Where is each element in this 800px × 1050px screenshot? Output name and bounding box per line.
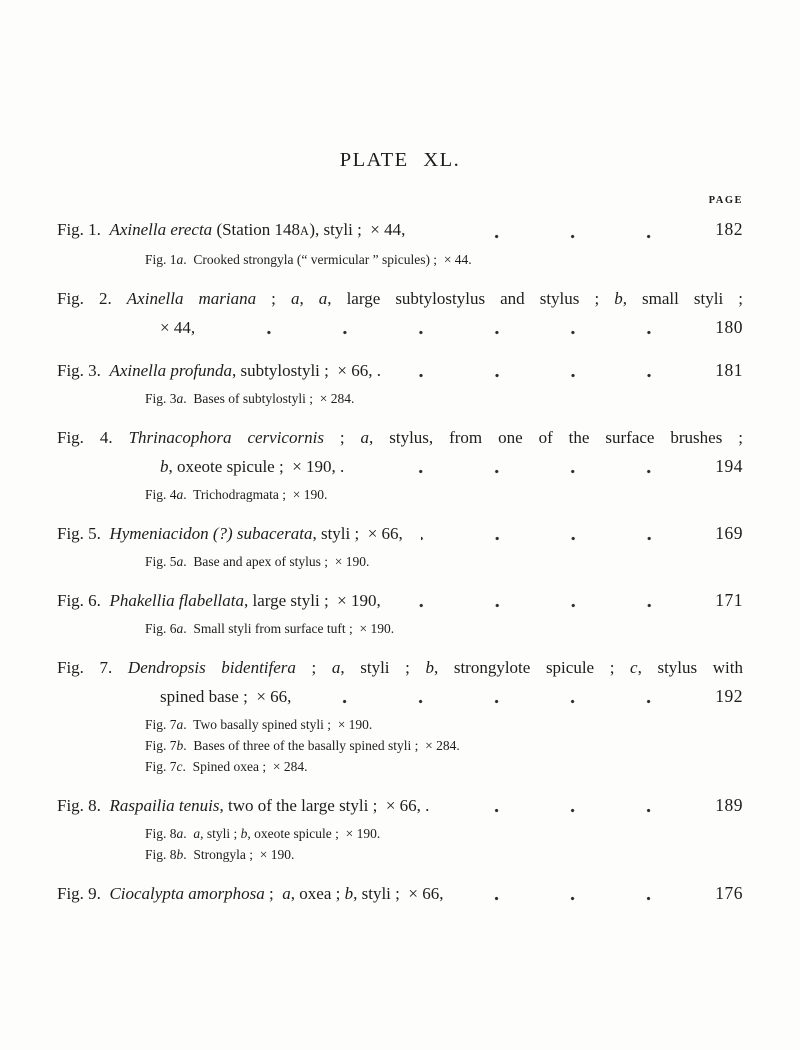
figure-entry	[57, 519, 743, 572]
page-number: 171	[715, 590, 743, 610]
leader-dots	[399, 373, 687, 378]
figure-entry-row	[57, 791, 743, 820]
subfigure-row	[57, 714, 743, 735]
leader-dots	[213, 330, 687, 335]
entry-text: Fig. 1. Axinella erecta (Station 148A), styli ; × 44,	[57, 220, 406, 239]
leader-dots	[399, 603, 687, 608]
page-column-header: PAGE	[708, 195, 743, 206]
figure-entry	[57, 284, 743, 342]
subfigure-row	[57, 823, 743, 844]
figure-entry-row	[57, 682, 743, 711]
figure-entry-row	[57, 653, 743, 682]
subfigure-row	[57, 618, 743, 639]
figure-entry	[57, 653, 743, 777]
subfigure-row	[57, 484, 743, 505]
figure-entry	[57, 791, 743, 865]
leader-dots	[309, 699, 687, 704]
page-number: 182	[715, 219, 743, 239]
leader-dots	[423, 234, 687, 239]
figure-entry	[57, 356, 743, 409]
entry-text: Fig. 1a. Crooked strongyla (“ vermicular ” spicules) ; × 44.	[145, 252, 472, 267]
entry-text: Fig. 6. Phakellia flabellata, large styli ; × 190,	[57, 591, 381, 610]
entry-text: Fig. 8a. a, styli ; b, oxeote spicule ; × 190.	[145, 826, 381, 841]
entry-text: Fig. 3a. Bases of subtylostyli ; × 284.	[145, 391, 355, 406]
entry-text: Fig. 4a. Trichodragmata ; × 190.	[145, 487, 328, 502]
figure-entry-row	[57, 423, 743, 452]
entry-text: Fig. 8b. Strongyla ; × 190.	[145, 847, 295, 862]
entry-text: Fig. 6a. Small styli from surface tuft ; × 190.	[145, 621, 395, 636]
page-number: 176	[715, 883, 743, 903]
figure-list	[57, 215, 743, 908]
entry-text: Fig. 7a. Two basally spined styli ; × 190.	[145, 717, 373, 732]
figure-entry-row	[57, 519, 743, 548]
entry-text: Fig. 5a. Base and apex of stylus ; × 190.	[145, 554, 370, 569]
figure-entry-row	[57, 879, 743, 908]
figure-entry-row	[57, 215, 743, 246]
subfigure-row	[57, 388, 743, 409]
page-number: 189	[715, 795, 743, 815]
entry-text: Fig. 8. Raspailia tenuis, two of the large styli ; × 66, .	[57, 796, 430, 815]
leader-dots	[421, 536, 687, 541]
figure-entry-row	[57, 356, 743, 385]
page-number: 169	[715, 523, 743, 543]
subfigure-row	[57, 756, 743, 777]
entry-text: × 44,	[160, 318, 196, 337]
figure-entry-row	[57, 313, 743, 342]
leader-dots	[362, 469, 687, 474]
figure-entry-row	[57, 284, 743, 313]
figure-entry	[57, 215, 743, 270]
entry-text: Fig. 5. Hymeniacidon (?) subacerata, styli ; × 66,	[57, 524, 403, 543]
subfigure-row	[57, 551, 743, 572]
entry-text: Fig. 4. Thrinacophora cervicornis ; a, stylus, from one of the surface brushes ;	[57, 428, 743, 447]
subfigure-row	[57, 844, 743, 865]
leader-dots	[461, 896, 687, 901]
entry-text: Fig. 2. Axinella mariana ; a, a, large subtylostylus and stylus ; b, small styli ;	[57, 289, 743, 308]
figure-entry-row	[57, 586, 743, 615]
entry-text: spined base ; × 66,	[160, 687, 292, 706]
subfigure-row	[57, 249, 743, 270]
plate-title: PLATE XL.	[339, 149, 461, 171]
figure-entry-row	[57, 452, 743, 481]
entry-text: b, oxeote spicule ; × 190, .	[160, 457, 345, 476]
figure-entry	[57, 423, 743, 505]
figure-entry	[57, 586, 743, 639]
figure-entry	[57, 879, 743, 908]
page-number: 192	[715, 686, 743, 706]
page-number: 194	[715, 456, 743, 476]
page-number: 180	[715, 317, 743, 337]
subfigure-row	[57, 735, 743, 756]
entry-text: Fig. 3. Axinella profunda, subtylostyli ; × 66, .	[57, 361, 381, 380]
leader-dots	[447, 808, 687, 813]
entry-text: Fig. 7. Dendropsis bidentifera ; a, styli ; b, strongylote spicule ; c, stylus with	[57, 658, 743, 677]
entry-text: Fig. 7c. Spined oxea ; × 284.	[145, 759, 308, 774]
entry-text: Fig. 9. Ciocalypta amorphosa ; a, oxea ; b, styli ; × 66,	[57, 884, 444, 903]
entry-text: Fig. 7b. Bases of three of the basally spined styli ; × 284.	[145, 738, 460, 753]
page-number: 181	[715, 360, 743, 380]
